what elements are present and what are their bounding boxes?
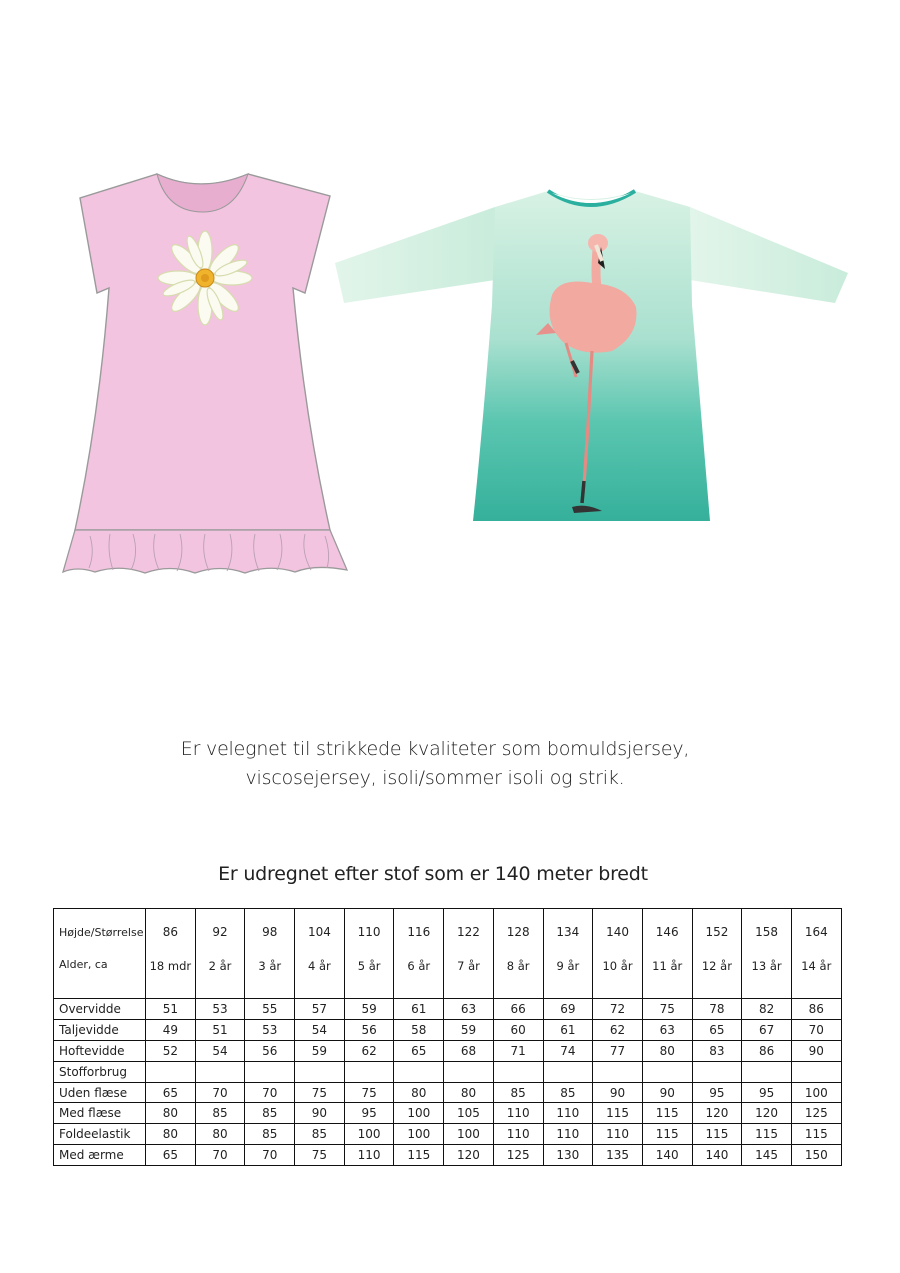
table-cell: 54 [295, 1020, 345, 1041]
table-cell: 80 [146, 1124, 196, 1145]
table-row [54, 1040, 842, 1061]
size-cell: 134 [543, 909, 593, 956]
table-cell [791, 1061, 841, 1082]
table-cell: 70 [791, 1020, 841, 1041]
table-cell: 71 [493, 1040, 543, 1061]
table-cell [295, 1061, 345, 1082]
table-cell: 120 [742, 1103, 792, 1124]
table-cell: 125 [493, 1145, 543, 1166]
table-cell: 110 [493, 1103, 543, 1124]
table-cell: 59 [344, 999, 394, 1020]
table-cell: 52 [146, 1040, 196, 1061]
age-label: Alder, ca [54, 955, 146, 999]
table-cell: 59 [295, 1040, 345, 1061]
table-cell: 62 [593, 1020, 643, 1041]
table-cell: 66 [493, 999, 543, 1020]
table-cell: 115 [642, 1124, 692, 1145]
table-cell: 63 [444, 999, 494, 1020]
size-cell: 86 [146, 909, 196, 956]
table-cell: 90 [295, 1103, 345, 1124]
table-cell: 110 [543, 1124, 593, 1145]
table-cell: 85 [295, 1124, 345, 1145]
size-cell: 104 [295, 909, 345, 956]
table-cell: 95 [344, 1103, 394, 1124]
table-cell: 135 [593, 1145, 643, 1166]
table-row [54, 1020, 842, 1041]
table-cell: 65 [692, 1020, 742, 1041]
table-cell: 63 [642, 1020, 692, 1041]
table-cell [692, 1061, 742, 1082]
size-cell: 128 [493, 909, 543, 956]
table-cell: 150 [791, 1145, 841, 1166]
age-cell: 18 mdr [146, 955, 196, 999]
table-cell: 95 [692, 1082, 742, 1103]
table-cell: 53 [245, 1020, 295, 1041]
table-cell: 70 [195, 1082, 245, 1103]
size-cell: 116 [394, 909, 444, 956]
table-cell: 85 [245, 1124, 295, 1145]
table-cell: 80 [146, 1103, 196, 1124]
age-cell: 7 år [444, 955, 494, 999]
size-cell: 146 [642, 909, 692, 956]
size-cell: 92 [195, 909, 245, 956]
table-cell: 90 [593, 1082, 643, 1103]
table-cell: 125 [791, 1103, 841, 1124]
table-cell: 61 [543, 1020, 593, 1041]
row-label: Taljevidde [54, 1020, 146, 1041]
age-row [54, 955, 842, 999]
table-cell [444, 1061, 494, 1082]
table-cell: 74 [543, 1040, 593, 1061]
table-cell: 70 [195, 1145, 245, 1166]
table-cell: 140 [692, 1145, 742, 1166]
table-cell: 86 [742, 1040, 792, 1061]
table-row [54, 999, 842, 1020]
table-cell: 115 [642, 1103, 692, 1124]
table-cell: 75 [344, 1082, 394, 1103]
table-cell [245, 1061, 295, 1082]
table-cell: 70 [245, 1082, 295, 1103]
table-cell: 80 [642, 1040, 692, 1061]
table-cell: 56 [344, 1020, 394, 1041]
table-cell: 49 [146, 1020, 196, 1041]
table-cell [195, 1061, 245, 1082]
table-cell: 85 [245, 1103, 295, 1124]
table-cell: 100 [394, 1124, 444, 1145]
table-cell: 80 [394, 1082, 444, 1103]
flamingo-dress-illustration [330, 185, 850, 530]
age-cell: 14 år [791, 955, 841, 999]
table-cell: 110 [543, 1103, 593, 1124]
table-cell: 65 [146, 1082, 196, 1103]
age-cell: 10 år [593, 955, 643, 999]
row-label: Stofforbrug [54, 1061, 146, 1082]
table-cell: 115 [742, 1124, 792, 1145]
row-label: Uden flæse [54, 1082, 146, 1103]
size-header-label: Højde/Størrelse [54, 909, 146, 956]
pink-dress-illustration [55, 168, 355, 583]
table-cell: 85 [195, 1103, 245, 1124]
table-cell: 55 [245, 999, 295, 1020]
age-cell: 12 år [692, 955, 742, 999]
table-cell: 85 [493, 1082, 543, 1103]
table-cell [543, 1061, 593, 1082]
table-cell: 65 [146, 1145, 196, 1166]
table-cell: 115 [394, 1145, 444, 1166]
table-cell: 69 [543, 999, 593, 1020]
size-cell: 158 [742, 909, 792, 956]
age-cell: 2 år [195, 955, 245, 999]
table-cell: 68 [444, 1040, 494, 1061]
table-cell: 115 [593, 1103, 643, 1124]
table-cell: 58 [394, 1020, 444, 1041]
age-cell: 3 år [245, 955, 295, 999]
table-cell: 51 [195, 1020, 245, 1041]
age-cell: 13 år [742, 955, 792, 999]
size-cell: 152 [692, 909, 742, 956]
table-cell: 140 [642, 1145, 692, 1166]
table-cell: 77 [593, 1040, 643, 1061]
row-label: Foldeelastik [54, 1124, 146, 1145]
table-cell: 80 [444, 1082, 494, 1103]
table-cell: 95 [742, 1082, 792, 1103]
size-cell: 110 [344, 909, 394, 956]
size-cell: 164 [791, 909, 841, 956]
table-cell: 53 [195, 999, 245, 1020]
size-header-row [54, 909, 842, 956]
table-cell: 110 [593, 1124, 643, 1145]
age-cell: 9 år [543, 955, 593, 999]
table-cell: 78 [692, 999, 742, 1020]
table-cell: 60 [493, 1020, 543, 1041]
table-cell: 51 [146, 999, 196, 1020]
table-cell: 75 [642, 999, 692, 1020]
size-table [53, 908, 842, 1166]
table-cell: 145 [742, 1145, 792, 1166]
table-cell: 120 [692, 1103, 742, 1124]
table-cell: 115 [791, 1124, 841, 1145]
row-label: Overvidde [54, 999, 146, 1020]
table-cell: 67 [742, 1020, 792, 1041]
age-cell: 6 år [394, 955, 444, 999]
table-cell: 72 [593, 999, 643, 1020]
age-cell: 5 år [344, 955, 394, 999]
table-cell: 105 [444, 1103, 494, 1124]
table-cell: 110 [344, 1145, 394, 1166]
table-cell [642, 1061, 692, 1082]
table-row [54, 1145, 842, 1166]
table-cell: 100 [444, 1124, 494, 1145]
size-cell: 122 [444, 909, 494, 956]
table-cell: 120 [444, 1145, 494, 1166]
table-cell [344, 1061, 394, 1082]
table-cell: 90 [791, 1040, 841, 1061]
row-label: Med ærme [54, 1145, 146, 1166]
intro-text [0, 735, 870, 793]
row-label: Hoftevidde [54, 1040, 146, 1061]
table-cell: 130 [543, 1145, 593, 1166]
table-cell: 59 [444, 1020, 494, 1041]
table-cell: 110 [493, 1124, 543, 1145]
fabric-width-note: Er udregnet efter stof som er 140 meter bredt [218, 863, 648, 885]
table-cell [394, 1061, 444, 1082]
table-cell: 86 [791, 999, 841, 1020]
table-row [54, 1124, 842, 1145]
table-cell: 75 [295, 1145, 345, 1166]
table-cell: 75 [295, 1082, 345, 1103]
table-cell [593, 1061, 643, 1082]
table-cell: 56 [245, 1040, 295, 1061]
table-cell: 90 [642, 1082, 692, 1103]
table-cell: 70 [245, 1145, 295, 1166]
table-cell: 82 [742, 999, 792, 1020]
table-row [54, 1061, 842, 1082]
table-cell [146, 1061, 196, 1082]
table-cell: 61 [394, 999, 444, 1020]
intro-line-2: viscosejersey, isoli/sommer isoli og strik. [245, 767, 625, 789]
table-cell: 57 [295, 999, 345, 1020]
table-cell [493, 1061, 543, 1082]
table-cell: 83 [692, 1040, 742, 1061]
table-cell: 80 [195, 1124, 245, 1145]
table-row [54, 1082, 842, 1103]
table-cell: 115 [692, 1124, 742, 1145]
table-cell: 65 [394, 1040, 444, 1061]
row-label: Med flæse [54, 1103, 146, 1124]
table-cell: 100 [344, 1124, 394, 1145]
size-cell: 98 [245, 909, 295, 956]
table-cell: 62 [344, 1040, 394, 1061]
table-row [54, 1103, 842, 1124]
table-cell: 100 [394, 1103, 444, 1124]
size-cell: 140 [593, 909, 643, 956]
table-cell: 85 [543, 1082, 593, 1103]
table-cell: 100 [791, 1082, 841, 1103]
age-cell: 8 år [493, 955, 543, 999]
table-cell: 54 [195, 1040, 245, 1061]
age-cell: 4 år [295, 955, 345, 999]
intro-line-1: Er velegnet til strikkede kvaliteter som bomuldsjersey, [180, 738, 690, 760]
table-cell [742, 1061, 792, 1082]
age-cell: 11 år [642, 955, 692, 999]
